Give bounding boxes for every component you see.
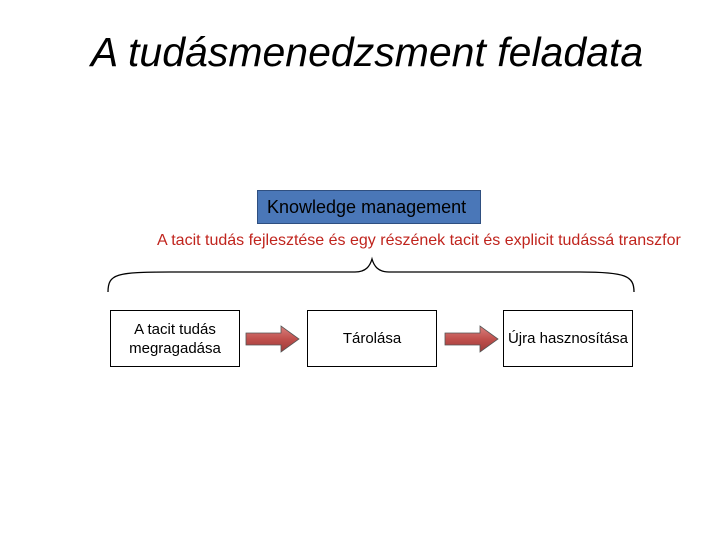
step-label-capture: A tacit tudás megragadása: [129, 320, 221, 357]
step-label-storage: Tárolása: [342, 330, 402, 347]
step-label-reuse: Újra hasznosítása: [507, 330, 629, 347]
subtitle-text: A tacit tudás fejlesztése és egy részének tacit és explicit tudássá transzfor: [157, 232, 681, 249]
slide-title: A tudásmenedzsment feladata: [90, 29, 644, 75]
knowledge-management-label: Knowledge management: [267, 197, 467, 217]
step-box-reuse: [503, 310, 633, 367]
